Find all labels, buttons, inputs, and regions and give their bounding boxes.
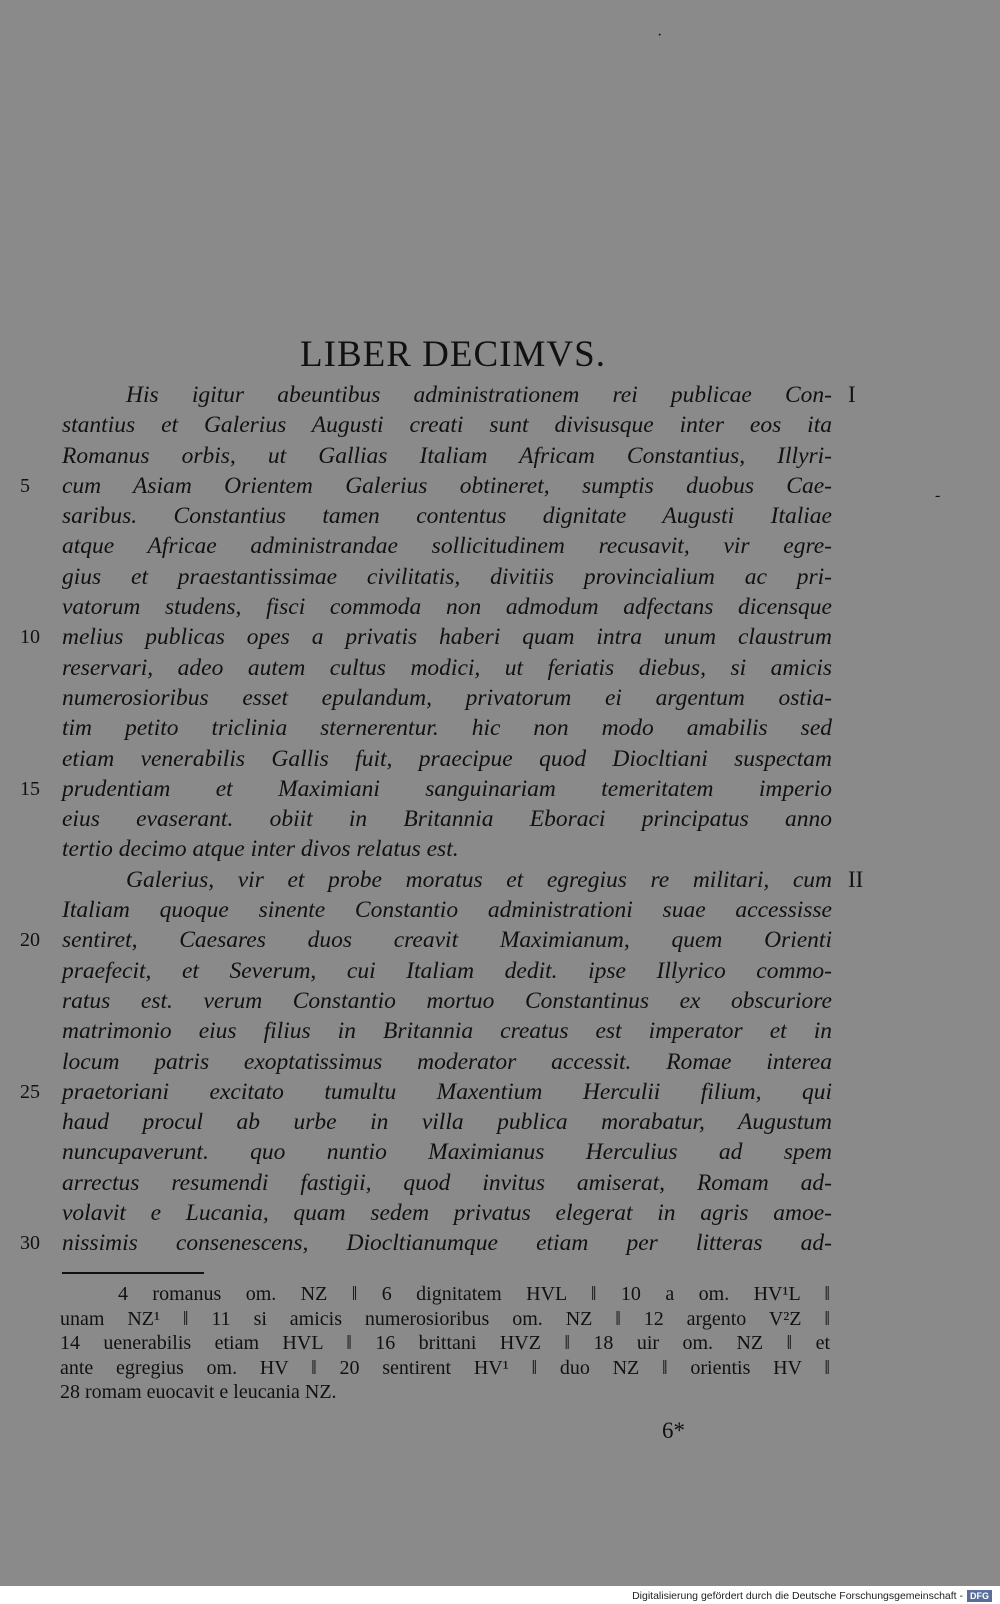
line-text: Italiam quoque sinente Constantio administrationi suae accessisse — [62, 897, 832, 924]
text-line — [62, 986, 832, 1016]
text-line — [62, 1016, 832, 1046]
text-line — [62, 380, 856, 410]
apparatus-line: 28 romam euocavit e leucania NZ. — [60, 1381, 337, 1403]
apparatus-line: ante egregius om. HV ‖ 20 sentirent HV¹ ‖ duo NZ ‖ orientis HV ‖ — [60, 1356, 830, 1379]
line-text: vatorum studens, fisci commoda non admodum adfectans dicensque — [62, 594, 832, 621]
margin-speck: - — [935, 487, 941, 504]
line-text: haud procul ab urbe in villa publica morabatur, Augustum — [62, 1109, 832, 1136]
line-text: etiam venerabilis Gallis fuit, praecipue quod Diocltiani suspectam — [62, 745, 832, 772]
line-text: tim petito triclinia sternerentur. hic non modo amabilis sed — [62, 715, 832, 742]
top-speck: · — [657, 27, 663, 44]
text-line — [62, 1137, 832, 1167]
text-line — [20, 1077, 832, 1107]
line-number: 15 — [20, 777, 40, 800]
line-text: stantius et Galerius Augusti creati sunt divisusque inter eos ita — [62, 412, 832, 439]
line-text: melius publicas opes a privatis haberi quam intra unum claustrum — [62, 624, 832, 651]
line-text: saribus. Constantius tamen contentus dignitate Augusti Italiae — [62, 503, 832, 530]
line-number: 30 — [20, 1232, 40, 1255]
line-text: locum patris exoptatissimus moderator accessit. Romae interea — [62, 1048, 832, 1075]
line-text: tertio decimo atque inter divos relatus est. — [62, 836, 459, 863]
line-text: nuncupaverunt. quo nuntio Maximianus Herculius ad spem — [62, 1139, 832, 1166]
text-line — [62, 834, 832, 864]
line-text: Romanus orbis, ut Gallias Italiam Africam Constantius, Illyri- — [62, 442, 832, 469]
signature-mark: 6* — [662, 1418, 685, 1443]
line-text: eius evaserant. obiit in Britannia Eboraci principatus anno — [62, 806, 832, 833]
critical-apparatus — [60, 1282, 830, 1405]
line-number: 25 — [20, 1080, 40, 1103]
line-text: numerosioribus esset epulandum, privatorum ei argentum ostia- — [62, 684, 832, 711]
line-text: gius et praestantissimae civilitatis, divitiis provincialium ac pri- — [62, 563, 832, 590]
line-text: cum Asiam Orientem Galerius obtineret, sumptis duobus Cae- — [62, 472, 832, 499]
apparatus-line: 4 romanus om. NZ ‖ 6 dignitatem HVL ‖ 10 a om. HV¹L ‖ — [118, 1283, 830, 1305]
line-text: atque Africae administrandae sollicitudinem recusavit, vir egre- — [62, 533, 832, 560]
text-line — [62, 562, 832, 592]
section-number: II — [848, 866, 864, 892]
line-text: matrimonio eius filius in Britannia creatus est imperator et in — [62, 1018, 832, 1045]
line-text: Galerius, vir et probe moratus et egregius re militari, cum — [126, 866, 832, 893]
text-line — [20, 471, 832, 501]
book-title: LIBER DECIMVS. — [300, 333, 606, 375]
line-text: nissimis consenescens, Diocltianumque etiam per litteras ad- — [62, 1230, 832, 1257]
line-text: reservari, adeo autem cultus modici, ut feriatis diebus, si amicis — [62, 654, 832, 681]
text-line — [62, 1047, 832, 1077]
text-line — [62, 895, 832, 925]
text-line — [20, 1228, 832, 1258]
line-text: ratus est. verum Constantio mortuo Constantinus ex obscuriore — [62, 987, 832, 1014]
text-line — [62, 865, 864, 895]
main-text — [20, 380, 864, 1259]
footnote-rule — [62, 1272, 204, 1274]
footer — [632, 1589, 992, 1603]
line-number: 20 — [20, 929, 40, 952]
line-text: praetoriani excitato tumultu Maxentium Herculii filium, qui — [62, 1078, 832, 1105]
text-line — [62, 1168, 832, 1198]
line-text: praefecit, et Severum, cui Italiam dedit. ipse Illyrico commo- — [62, 957, 832, 984]
text-line — [62, 501, 832, 531]
text-line — [62, 1107, 832, 1137]
text-line — [62, 441, 832, 471]
dfg-logo: DFG — [967, 1590, 992, 1602]
apparatus-line: unam NZ¹ ‖ 11 si amicis numerosioribus om. NZ ‖ 12 argento V²Z ‖ — [60, 1307, 830, 1330]
text-line — [62, 592, 832, 622]
text-line — [62, 410, 832, 440]
line-text: volavit e Lucania, quam sedem privatus elegerat in agris amoe- — [62, 1200, 832, 1227]
text-line — [62, 653, 832, 683]
apparatus-line: 14 uenerabilis etiam HVL ‖ 16 brittani HVZ ‖ 18 uir om. NZ ‖ et — [60, 1332, 830, 1354]
text-line — [62, 531, 832, 561]
text-line — [62, 1198, 832, 1228]
section-number: I — [848, 382, 856, 407]
line-text: prudentiam et Maximiani sanguinariam temeritatem imperio — [62, 775, 832, 802]
text-line — [20, 622, 832, 652]
line-number: 10 — [20, 626, 40, 649]
footer-text: Digitalisierung gefördert durch die Deutsche Forschungsgemeinschaft - — [632, 1590, 963, 1602]
text-line — [62, 744, 832, 774]
text-line — [62, 804, 832, 834]
line-text: sentiret, Caesares duos creavit Maximianum, quem Orienti — [62, 927, 832, 954]
line-text: His igitur abeuntibus administrationem rei publicae Con- — [126, 382, 832, 408]
text-line — [62, 683, 832, 713]
text-line — [62, 713, 832, 743]
line-number: 5 — [20, 474, 30, 497]
text-line — [62, 956, 832, 986]
text-line — [20, 925, 832, 955]
line-text: arrectus resumendi fastigii, quod invitus amiserat, Romam ad- — [62, 1169, 832, 1196]
text-line — [20, 774, 832, 804]
